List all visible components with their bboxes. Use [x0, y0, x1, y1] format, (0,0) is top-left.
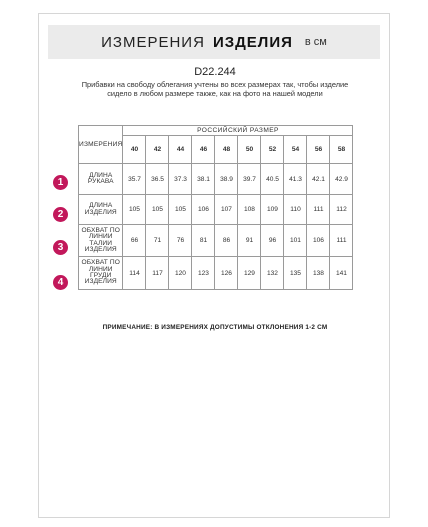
- value-cell: 105: [169, 195, 192, 225]
- value-cell: 41.3: [284, 164, 307, 195]
- title-unit: в см: [304, 36, 327, 48]
- title-bar: [48, 25, 380, 59]
- table-row-sleeve-length: [79, 164, 353, 195]
- table-row-product-length: [79, 195, 353, 225]
- value-cell: 108: [238, 195, 261, 225]
- value-cell: 129: [238, 257, 261, 290]
- value-cell: 105: [123, 195, 146, 225]
- value-cell: 36.5: [146, 164, 169, 195]
- measurements-table: [78, 125, 353, 290]
- row-label: ДЛИНА РУКАВА: [79, 164, 123, 195]
- value-cell: 111: [307, 195, 330, 225]
- value-cell: 66: [123, 225, 146, 257]
- value-cell: 96: [261, 225, 284, 257]
- value-cell: 37.3: [169, 164, 192, 195]
- value-cell: 141: [330, 257, 353, 290]
- row-number-badge-3: 3: [53, 240, 68, 255]
- fit-note: Прибавки на свободу облегания учтены во всех размерах так, чтобы изделие сидело в любом размере также, как на фото на нашей модели: [81, 80, 349, 98]
- size-header-cell: 42: [146, 136, 169, 164]
- value-cell: 42.1: [307, 164, 330, 195]
- value-cell: 114: [123, 257, 146, 290]
- size-header-cell: 54: [284, 136, 307, 164]
- title-word-product: ИЗДЕЛИЯ: [212, 33, 293, 51]
- value-cell: 120: [169, 257, 192, 290]
- value-cell: 76: [169, 225, 192, 257]
- value-cell: 107: [215, 195, 238, 225]
- size-chart-card: [38, 13, 390, 518]
- value-cell: 106: [307, 225, 330, 257]
- row-number-badge-2: 2: [53, 207, 68, 222]
- value-cell: 110: [284, 195, 307, 225]
- product-code: D22.244: [194, 66, 236, 78]
- corner-label: ИЗМЕРЕНИЯ: [79, 126, 123, 164]
- value-cell: 39.7: [238, 164, 261, 195]
- row-label: ДЛИНА ИЗДЕЛИЯ: [79, 195, 123, 225]
- table-row-waist-girth: [79, 225, 353, 257]
- table-header-row: [79, 126, 353, 136]
- size-header-cell: 46: [192, 136, 215, 164]
- value-cell: 109: [261, 195, 284, 225]
- size-header-cell: 58: [330, 136, 353, 164]
- value-cell: 71: [146, 225, 169, 257]
- size-header-cell: 50: [238, 136, 261, 164]
- tolerance-footnote: ПРИМЕЧАНИЕ: В ИЗМЕРЕНИЯХ ДОПУСТИМЫ ОТКЛОНЕНИЯ 1-2 СМ: [102, 324, 328, 331]
- size-system-header: РОССИЙСКИЙ РАЗМЕР: [123, 126, 353, 136]
- value-cell: 112: [330, 195, 353, 225]
- size-header-cell: 52: [261, 136, 284, 164]
- value-cell: 105: [146, 195, 169, 225]
- value-cell: 86: [215, 225, 238, 257]
- value-cell: 123: [192, 257, 215, 290]
- row-label: ОБХВАТ ПО ЛИНИИ ТАЛИИ ИЗДЕЛИЯ: [79, 225, 123, 257]
- value-cell: 91: [238, 225, 261, 257]
- value-cell: 101: [284, 225, 307, 257]
- size-header-cell: 44: [169, 136, 192, 164]
- value-cell: 106: [192, 195, 215, 225]
- size-header-cell: 48: [215, 136, 238, 164]
- value-cell: 117: [146, 257, 169, 290]
- value-cell: 138: [307, 257, 330, 290]
- value-cell: 135: [284, 257, 307, 290]
- size-header-cell: 40: [123, 136, 146, 164]
- value-cell: 111: [330, 225, 353, 257]
- value-cell: 38.1: [192, 164, 215, 195]
- row-number-badge-1: 1: [53, 175, 68, 190]
- size-header-cell: 56: [307, 136, 330, 164]
- value-cell: 126: [215, 257, 238, 290]
- row-number-badge-4: 4: [53, 275, 68, 290]
- title-word-measurements: ИЗМЕРЕНИЯ: [101, 33, 205, 51]
- value-cell: 35.7: [123, 164, 146, 195]
- value-cell: 42.9: [330, 164, 353, 195]
- value-cell: 81: [192, 225, 215, 257]
- value-cell: 40.5: [261, 164, 284, 195]
- value-cell: 38.9: [215, 164, 238, 195]
- row-label: ОБХВАТ ПО ЛИНИИ ГРУДИ ИЗДЕЛИЯ: [79, 257, 123, 290]
- value-cell: 132: [261, 257, 284, 290]
- table-row-chest-girth: [79, 257, 353, 290]
